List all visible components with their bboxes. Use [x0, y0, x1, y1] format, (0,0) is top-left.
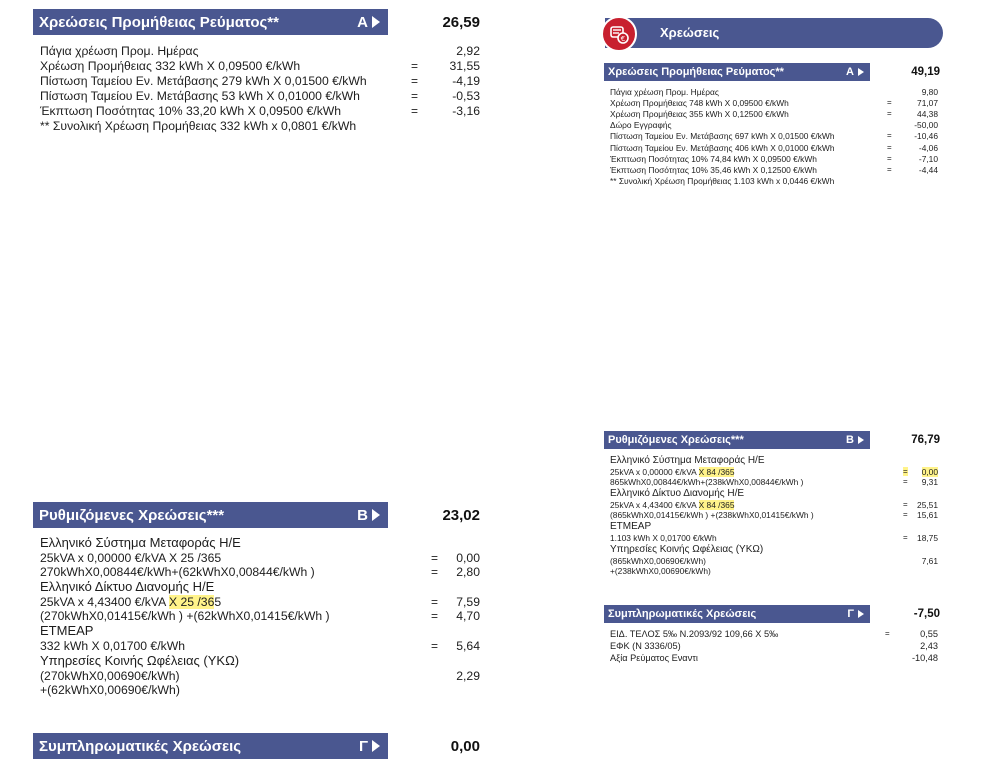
right-supply-letter: Α	[846, 66, 854, 78]
line-item-amount	[878, 467, 938, 477]
amount-value: 5,64	[456, 638, 480, 653]
line-item-label	[610, 165, 817, 175]
line-item-text: 25kVA x 0,00000 €/kVA	[610, 467, 699, 477]
left-misc-title: Συμπληρωματικές Χρεώσεις	[39, 737, 242, 755]
line-item-text: 25kVA x 4,43400 €/kVA	[610, 500, 699, 511]
chevron-right-icon	[372, 16, 380, 28]
line-item-label	[610, 629, 778, 639]
line-item-text: Ελληνικό Δίκτυο Διανομής Η/Ε	[610, 488, 745, 500]
amount-value: -0,53	[452, 89, 480, 103]
equals-sign: =	[887, 109, 892, 119]
equals-sign: =	[885, 629, 890, 638]
equals-sign: =	[431, 550, 439, 565]
left-supply-title: Χρεώσεις Προμήθειας Ρεύματος**	[39, 13, 279, 31]
line-item-text: Έκπτωση Ποσότητας	[610, 164, 692, 175]
amount-value: -7,10	[918, 153, 938, 164]
right-supply-total: 49,19	[911, 66, 940, 78]
equals-sign: =	[887, 164, 892, 174]
line-item-label	[40, 683, 180, 697]
line-item-amount	[420, 104, 480, 118]
line-item-amount	[420, 609, 480, 623]
line-item-amount	[878, 87, 938, 97]
equals-sign: =	[411, 104, 419, 118]
amount-value: 0,00	[456, 550, 480, 565]
line-item-label	[610, 455, 765, 466]
right-regulated-header[interactable]	[604, 431, 870, 449]
right-supply-header[interactable]	[604, 63, 870, 81]
line-item-text: Δώρο Εγγραφής	[610, 120, 672, 131]
equals-sign: =	[411, 59, 419, 73]
amount-value: 71,07	[917, 98, 938, 109]
amount-value: 9,31	[921, 477, 938, 488]
line-item-text: 270kWhX0,00844€/kWh+(62kWhX0,00844€/kWh )	[40, 564, 315, 579]
right-regulated-total: 76,79	[911, 434, 940, 446]
line-item-amount	[878, 500, 938, 510]
left-supply-total: 26,59	[442, 14, 480, 31]
line-item-text: Πίστωση Ταμείου Εν. Μετάβασης 406 kWh X 0,01000 €/kWh	[610, 142, 835, 153]
line-item-label	[40, 74, 367, 88]
equals-sign: =	[903, 510, 908, 520]
line-item-text: 5	[214, 594, 222, 609]
line-item-text: +(238kWhX0,00690€/kWh)	[610, 565, 711, 576]
line-item-text: Χρέωση Προμήθειας 355 kWh X 0,12500 €/kWh	[610, 109, 789, 120]
amount-value: -10,48	[911, 653, 938, 664]
line-item-text: 332 kWh X 0,01700 €/kWh	[40, 638, 185, 653]
line-item-text: Χρέωση Προμήθειας 748 kWh X 0,09500 €/kWh	[610, 98, 789, 109]
line-item-label	[610, 120, 672, 130]
chevron-right-icon	[372, 509, 380, 521]
amount-value: -4,06	[918, 142, 938, 153]
line-item-text: Ελληνικό Δίκτυο Διανομής Η/Ε	[40, 579, 215, 595]
line-item-text: Πίστωση Ταμείου Εν. Μετάβασης 279 kWh X 0,01500 €/kWh	[40, 74, 367, 88]
line-item-amount	[878, 165, 938, 175]
line-item-text: 1.103 kWh X 0,01700 €/kWh	[610, 533, 717, 544]
left-regulated-title: Ρυθμιζόμενες Χρεώσεις***	[39, 506, 225, 524]
line-item-text: Πάγια χρέωση Προμ. Ημέρας	[610, 87, 719, 97]
line-item-amount	[420, 565, 480, 579]
chevron-right-icon	[372, 740, 380, 752]
line-item-label	[40, 639, 185, 653]
highlighted-period: X 25 /36	[168, 594, 215, 609]
line-item-text: Πάγια χρέωση Προμ. Ημέρας	[40, 44, 199, 58]
amount-value: 2,80	[456, 564, 480, 579]
line-item-label	[610, 98, 789, 108]
amount-value: -50,00	[914, 120, 938, 131]
line-item-text: (865kWhX0,00690€/kWh)	[610, 555, 706, 566]
amount-value: 44,38	[917, 109, 938, 120]
line-item-amount	[878, 131, 938, 141]
line-item-label	[40, 609, 330, 623]
line-item-text: 35,46 kWh X 0,12500 €/kWh	[707, 164, 817, 175]
line-item-text: ΕΙΔ. ΤΕΛΟΣ 5‰ Ν.2093/92 109,66 X 5‰	[610, 629, 779, 639]
line-item-text: Έκπτωση Ποσότητας	[610, 153, 692, 164]
line-item-amount	[878, 154, 938, 164]
left-regulated-total: 23,02	[442, 507, 480, 524]
line-item-label	[40, 623, 93, 638]
line-item-amount	[420, 595, 480, 609]
equals-sign: =	[431, 608, 439, 623]
line-item-label	[610, 544, 763, 555]
right-misc-header[interactable]	[604, 605, 870, 623]
line-item-amount	[420, 44, 480, 58]
line-item-text: Χρέωση Προμήθειας 332 kWh X 0,09500 €/kWh	[40, 59, 301, 73]
line-item-label	[610, 109, 789, 119]
equals-sign: =	[887, 142, 892, 152]
discount-percent: 10%	[158, 104, 183, 118]
line-item-label	[40, 44, 198, 58]
left-regulated-header[interactable]	[33, 502, 388, 528]
line-item-label	[40, 89, 360, 103]
right-regulated-letter: Β	[846, 434, 854, 446]
line-item-text: ΕΤΜΕΑΡ	[610, 521, 652, 533]
amount-value: 2,29	[456, 668, 480, 683]
amount-value: -10,46	[914, 131, 938, 142]
line-item-text: +(62kWhX0,00690€/kWh)	[40, 682, 180, 697]
highlighted-period: X 84 /365	[698, 500, 735, 511]
chevron-right-icon	[858, 436, 864, 444]
line-item-amount	[420, 551, 480, 565]
line-item-label	[40, 653, 239, 668]
right-banner	[605, 18, 943, 48]
line-item-label	[610, 556, 706, 566]
amount-value: 4,70	[456, 608, 480, 623]
line-item-text: ** Συνολική Χρέωση Προμήθειας 332 kWh x 0,0801 €/kWh	[40, 119, 357, 133]
line-item-label	[610, 154, 817, 164]
line-item-text: 33,20 kWh X 0,09500 €/kWh	[182, 104, 342, 118]
line-item-label	[610, 131, 834, 141]
right-regulated-title: Ρυθμιζόμενες Χρεώσεις***	[608, 434, 744, 446]
amount-value: 25,51	[917, 500, 938, 511]
left-misc-header[interactable]	[33, 733, 388, 759]
line-item-label	[610, 521, 651, 532]
line-item-label	[610, 488, 744, 499]
line-item-label	[40, 565, 315, 579]
line-item-text: Ελληνικό Σύστημα Μεταφοράς Η/Ε	[610, 455, 765, 466]
equals-sign: =	[903, 500, 908, 510]
equals-sign: =	[431, 594, 439, 609]
chevron-right-icon	[858, 68, 864, 76]
equals-sign: =	[903, 533, 908, 543]
line-item-text: Υπηρεσίες Κοινής Ωφέλειας (ΥΚΩ)	[40, 653, 240, 668]
line-item-label	[40, 59, 300, 73]
amount-value: 2,92	[456, 44, 480, 58]
discount-percent: 10%	[691, 153, 708, 164]
equals-sign: =	[411, 74, 419, 88]
line-item-amount	[878, 143, 938, 153]
equals-sign: =	[887, 153, 892, 163]
left-supply-letter: Α	[357, 13, 368, 31]
line-item-text: ΕΦΚ (Ν 3336/05)	[610, 641, 681, 652]
left-regulated-letter: Β	[357, 506, 368, 524]
line-item-label	[610, 143, 834, 153]
line-item-label	[40, 579, 214, 594]
line-item-amount	[420, 639, 480, 653]
amount-value: 7,59	[456, 594, 480, 609]
right-misc-letter: Γ	[847, 608, 854, 620]
line-item-amount	[420, 89, 480, 103]
equals-sign: =	[903, 477, 908, 487]
equals-sign: =	[887, 131, 892, 141]
line-item-amount	[420, 59, 480, 73]
right-misc-total: -7,50	[913, 608, 940, 620]
line-item-amount	[878, 120, 938, 130]
line-item-label	[40, 104, 341, 118]
line-item-amount	[878, 641, 938, 651]
highlighted-period: X 84 /365	[698, 467, 735, 477]
line-item-amount	[878, 629, 938, 639]
left-misc-total: 0,00	[450, 738, 480, 755]
line-item-text: Ελληνικό Σύστημα Μεταφοράς Η/Ε	[40, 535, 241, 550]
right-banner-title: Χρεώσεις	[660, 25, 720, 40]
amount-value: -4,19	[452, 74, 480, 88]
amount-value: -3,16	[452, 104, 480, 118]
line-item-label	[40, 119, 356, 133]
line-item-text: (865kWhX0,01415€/kWh ) +(238kWhX0,01415€/kWh )	[610, 510, 814, 521]
line-item-label	[40, 669, 180, 683]
line-item-text: 25kVA x 0,00000 €/kVA X 25 /365	[40, 550, 222, 565]
line-item-amount	[878, 556, 938, 566]
line-item-label	[40, 535, 241, 550]
line-item-text: ΕΤΜΕΑΡ	[40, 623, 94, 639]
line-item-label	[610, 653, 698, 663]
line-item-amount	[878, 533, 938, 543]
amount-value: 18,75	[917, 533, 938, 544]
amount-value: 7,61	[921, 555, 938, 566]
line-item-text: 74,84 kWh X 0,09500 €/kWh	[707, 153, 817, 164]
right-supply-title: Χρεώσεις Προμήθειας Ρεύματος**	[608, 66, 784, 78]
chevron-right-icon	[858, 610, 864, 618]
line-item-label	[610, 87, 719, 97]
amount-value: 9,80	[921, 87, 938, 97]
line-item-amount	[420, 74, 480, 88]
equals-sign: =	[887, 98, 892, 108]
line-item-text: Υπηρεσίες Κοινής Ωφέλειας (ΥΚΩ)	[610, 543, 764, 555]
amount-value: 15,61	[917, 510, 938, 521]
discount-percent: 10%	[691, 164, 708, 175]
amount-value: 31,55	[449, 59, 480, 73]
line-item-text: (270kWhX0,00690€/kWh)	[40, 668, 180, 683]
equals-sign: =	[431, 564, 439, 579]
line-item-label	[40, 551, 221, 565]
line-item-label	[610, 510, 814, 520]
line-item-label	[610, 467, 734, 477]
line-item-amount	[420, 669, 480, 683]
line-item-label	[610, 641, 681, 651]
line-item-text: ** Συνολική Χρέωση Προμήθειας 1.103 kWh x 0,0446 €/kWh	[610, 175, 835, 186]
line-item-label	[610, 533, 717, 543]
line-item-label	[610, 477, 803, 487]
line-item-text: Πίστωση Ταμείου Εν. Μετάβασης 53 kWh X 0,01000 €/kWh	[40, 89, 360, 103]
line-item-text: Έκπτωση Ποσότητας	[40, 104, 159, 118]
amount-value: 2,43	[920, 641, 938, 652]
line-item-label	[610, 566, 711, 576]
line-item-text: Πίστωση Ταμείου Εν. Μετάβασης 697 kWh X 0,01500 €/kWh	[610, 131, 835, 142]
line-item-text: 865kWhX0,00844€/kWh+(238kWhX0,00844€/kWh )	[610, 477, 804, 488]
line-item-amount	[878, 653, 938, 663]
left-misc-letter: Γ	[358, 737, 368, 755]
amount-value: -4,44	[918, 164, 938, 175]
line-item-text: 25kVA x 4,43400 €/kVA	[40, 594, 169, 609]
money-bill-icon	[601, 16, 637, 52]
line-item-label	[40, 595, 221, 609]
svg-text:€: €	[620, 35, 626, 43]
line-item-text: (270kWhX0,01415€/kWh ) +(62kWhX0,01415€/kWh )	[40, 608, 330, 623]
line-item-amount	[878, 98, 938, 108]
line-item-label	[610, 176, 834, 186]
left-supply-header[interactable]	[33, 9, 388, 35]
line-item-amount	[878, 510, 938, 520]
right-misc-title: Συμπληρωματικές Χρεώσεις	[608, 608, 757, 620]
equals-sign: =	[431, 638, 439, 653]
equals-sign: =	[903, 467, 908, 476]
line-item-amount	[878, 477, 938, 487]
equals-sign: =	[411, 89, 419, 103]
amount-value: 0,55	[920, 629, 938, 639]
line-item-label	[610, 500, 734, 510]
amount-value: 0,00	[921, 467, 938, 477]
line-item-amount	[878, 109, 938, 119]
line-item-text: Αξία Ρεύματος Εναντι	[610, 653, 698, 664]
